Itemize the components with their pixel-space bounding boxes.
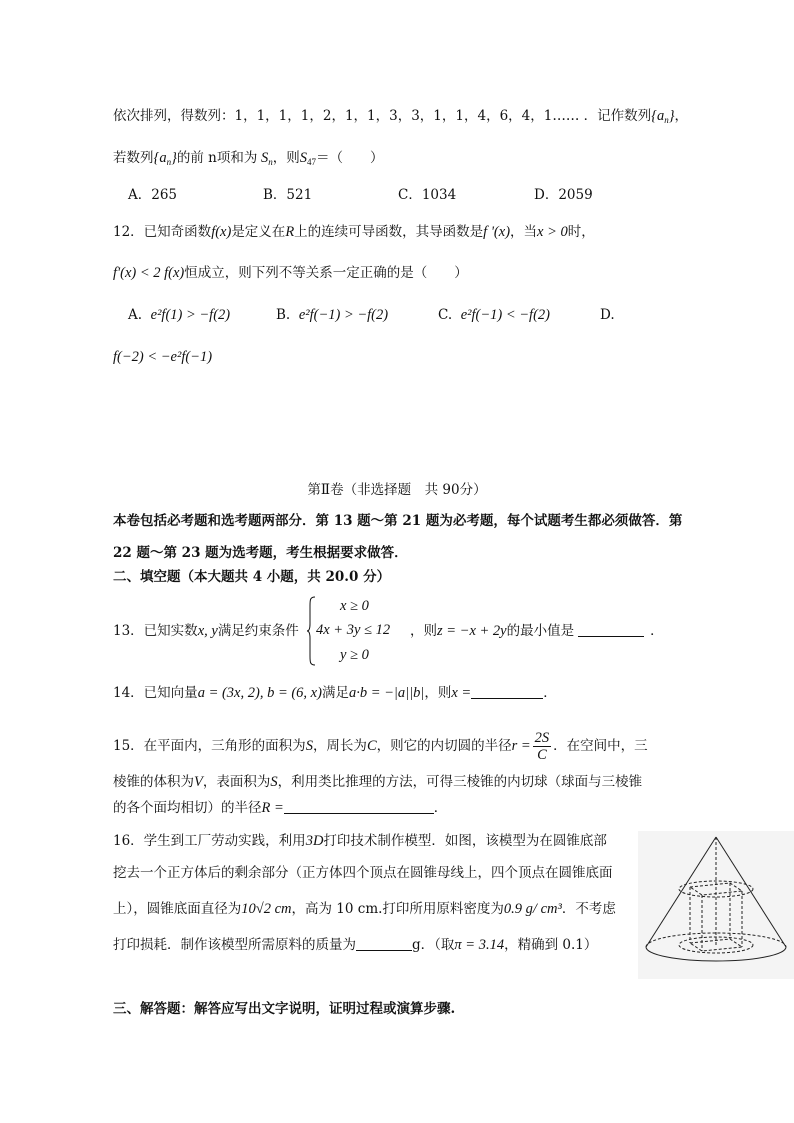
constraint-2: 4x + 3y ≤ 12 — [316, 622, 391, 638]
q12-option-c: C. e²f(−1) < −f(2) — [438, 307, 550, 323]
q16-answer-blank[interactable] — [356, 937, 412, 951]
q11-option-d: D．2059 — [534, 187, 593, 203]
constraint-3: y ≥ 0 — [340, 647, 369, 663]
q11-option-c: C．1034 — [398, 187, 457, 203]
q12-r: R — [285, 224, 295, 240]
q12-ineq: f'(x) < 2 f(x) — [113, 265, 185, 281]
constraint-system — [306, 596, 416, 666]
q11-pre: 若数列 — [113, 150, 154, 166]
q12-option-a: A. e²f(1) > −f(2) — [128, 307, 231, 323]
seq-an: $\{a_n\}$ — [651, 108, 675, 125]
q16-line3: 上），圆锥底面直径为10√2 cm，高为 10 cm.打印所用原料密度为0.9 g/ cm³．不考虑 — [113, 901, 616, 917]
q12-t5: 时， — [567, 224, 595, 240]
q12-t1: 12．已知奇函数 — [113, 224, 212, 240]
q15-line1: 15．在平面内，三角形的面积为S，周长为C，则它的内切圆的半径r = $\frac{2S}{C}$ ．在空间中，三 — [113, 730, 648, 763]
q11-mid2: ，则 — [272, 150, 300, 166]
q12-t4: ，当 — [510, 224, 538, 240]
q14-line: 14．已知向量a = (3x, 2), b = (6, x)满足a·b = −|a||b|，则x = ． — [113, 685, 557, 701]
q12-fprime: f '(x) — [483, 224, 511, 240]
section-fill-blank: 二、填空题（本大题共 4 小题，共 20.0 分） — [113, 569, 391, 585]
q15-line3: 的各个面均相切）的半径R = ． — [113, 800, 448, 816]
constraint-1: x ≥ 0 — [340, 598, 369, 614]
q11-option-b: B．521 — [263, 187, 313, 203]
part2-intro-1: 本卷包括必考题和选考题两部分．第 13 题～第 21 题为必考题，每个试题考生都必须做答．第 — [113, 513, 683, 529]
q12-option-d: f(−2) < −e²f(−1) — [113, 349, 213, 365]
q11-line1 — [113, 107, 688, 129]
sum-s47: $S_{47}$ — [299, 150, 316, 167]
q15-line2: 棱锥的体积为V，表面积为S，利用类比推理的方法，可得三棱锥的内切球（球面与三棱锥 — [113, 774, 643, 790]
q11-text: 依次排列，得数列：1，1，1，1，2，1，1，3，3，1，1，4，6，4，1…… ．记作数列 — [113, 108, 652, 124]
brace-icon — [306, 596, 316, 666]
q12-line1 — [113, 223, 595, 241]
q11-mid: 的前 n项和为 — [176, 150, 258, 166]
q11-tail: ， — [674, 108, 689, 124]
q13-line-pre: 13．已知实数x, y满足约束条件 — [113, 623, 299, 639]
q12-option-b: B. e²f(−1) > −f(2) — [276, 307, 389, 323]
part2-title: 第Ⅱ卷（非选择题 共 90分） — [307, 482, 487, 498]
q12-t3: 上的连续可导函数，其导函数是 — [294, 224, 484, 240]
part2-intro-2: 22 题～第 23 题为选考题，考生根据要求做答． — [113, 545, 408, 561]
q13-answer-blank[interactable] — [578, 623, 644, 637]
q12-option-d-label: D. — [600, 307, 615, 323]
q15-answer-blank[interactable] — [284, 800, 434, 814]
q12-cond: x > 0 — [537, 224, 568, 240]
q12-fx: f(x) — [211, 224, 232, 240]
seq-an-2: $\{a_n\}$ — [153, 150, 177, 167]
fraction-2s-over-c: $\frac{2S}{C}$ — [534, 730, 550, 763]
cone-cube-figure — [638, 831, 794, 979]
cone-diagram — [638, 831, 794, 979]
q16-line4: 打印损耗．制作该模型所需原料的质量为 g．（取π = 3.14，精确到 0.1） — [113, 937, 598, 953]
q14-answer-blank[interactable] — [471, 685, 543, 699]
sum-sn: $S_n$ — [261, 150, 273, 167]
q16-line2: 挖去一个正方体后的剩余部分（正方体四个顶点在圆锥母线上，四个顶点在圆锥底面 — [113, 865, 613, 881]
section-solutions: 三、解答题：解答应写出文字说明，证明过程或演算步骤. — [113, 1001, 456, 1017]
q11-option-a: A．265 — [128, 187, 178, 203]
q12-line2 — [113, 264, 468, 282]
q13-line-post: ，则z = −x + 2y的最小值是 ． — [410, 623, 664, 639]
q11-line2 — [113, 149, 384, 171]
q16-line1: 16．学生到工厂劳动实践，利用3D打印技术制作模型．如图，该模型为在圆锥底部 — [113, 833, 607, 849]
q11-post: ＝（ ） — [316, 150, 384, 166]
q12-t2: 是定义在 — [231, 224, 286, 240]
q12-t6: 恒成立，则下列不等关系一定正确的是（ ） — [184, 265, 468, 281]
